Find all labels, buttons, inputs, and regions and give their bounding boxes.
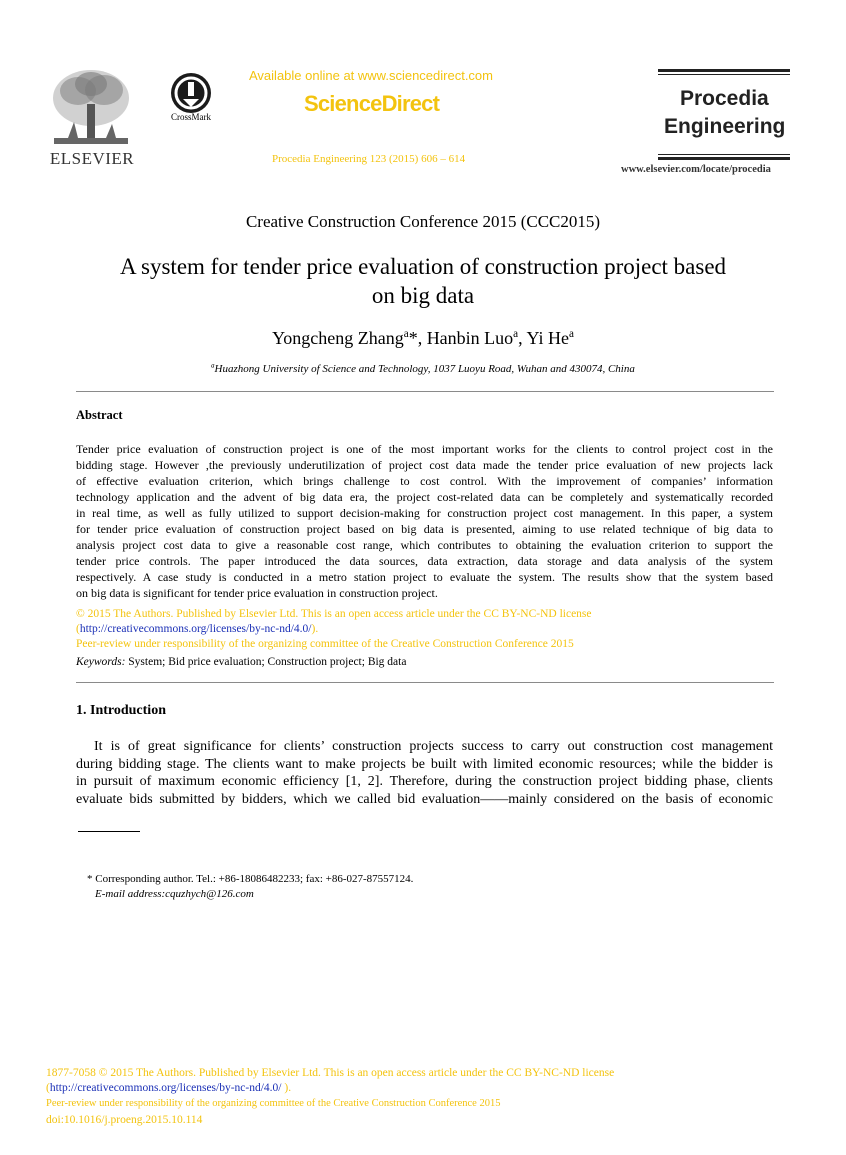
elsevier-tree-logo	[48, 66, 134, 150]
crossmark-icon	[170, 72, 212, 114]
introduction-line: It is of great significance for clients’ construction projects success to carry out construction cost management	[94, 739, 773, 754]
affiliation: $^a$Huazhong University of Science and Technology, 1037 Luoyu Road, Wuhan and 430074, China	[211, 362, 635, 375]
author-3: Yi He$^a$	[526, 328, 574, 348]
abstract-line: Tender price evaluation of construction project is one of the most important works for the clients to control project cost in the	[76, 442, 773, 456]
abstract-line: tender price controls. The paper introduced the data sources, data extraction, data storage and data analysis of the system	[76, 554, 773, 568]
abstract-line: analysis project cost data to give a reasonable cost range, which contributes to obtaining the evaluation criterion to support the	[76, 538, 773, 552]
license-link[interactable]: (http://creativecommons.org/licenses/by-nc-nd/4.0/).	[76, 623, 319, 635]
footer-license-link[interactable]: (http://creativecommons.org/licenses/by-nc-nd/4.0/ ).	[46, 1082, 292, 1094]
footnote-corresponding: * Corresponding author. Tel.: +86-18086482233; fax: +86-027-87557124.	[87, 873, 414, 885]
paper-title	[0, 252, 846, 310]
journal-name-line2: Engineering	[664, 115, 786, 138]
divider-top	[76, 391, 774, 392]
journal-rule-top	[658, 69, 790, 72]
copyright-notice: © 2015 The Authors. Published by Elsevier Ltd. This is an open access article under the CC BY-NC-ND license	[76, 608, 592, 620]
abstract-line: in real time, as well as fully utilized to support decision-making for construction project cost management. In this paper, a system	[76, 506, 773, 520]
footer-issn-copyright: 1877-7058 © 2015 The Authors. Published by Elsevier Ltd. This is an open access article under the CC BY-NC-ND license	[46, 1067, 615, 1079]
abstract-body	[76, 441, 773, 601]
abstract-line: of effective evaluation criterion, which brings challenge to cost control. With the improvement of companies’ information	[76, 474, 773, 488]
footnote-email[interactable]: E-mail address:cquzhych@126.com	[95, 888, 254, 900]
footnote-rule	[78, 831, 140, 832]
crossmark-logo[interactable]	[170, 72, 212, 114]
elsevier-wordmark: ELSEVIER	[49, 149, 135, 168]
journal-rule-bottom-thick	[658, 157, 790, 160]
peer-review-notice: Peer-review under responsibility of the organizing committee of the Creative Construction Conference 2015	[76, 638, 574, 650]
paper-title-line1: A system for tender price evaluation of construction project based	[119, 254, 727, 279]
author-list	[0, 328, 846, 349]
journal-rule-bottom	[658, 154, 790, 155]
abstract-line: on big data is significant for tender price evaluation in construction project.	[76, 586, 438, 600]
introduction-line: evaluate bids submitted by bidders, which we called bid evaluation——mainly considered on the basis of economic	[76, 791, 773, 807]
journal-citation: Procedia Engineering 123 (2015) 606 – 614	[272, 153, 466, 165]
abstract-heading: Abstract	[76, 408, 123, 422]
journal-name-line1: Procedia	[680, 87, 769, 110]
available-online-text[interactable]: Available online at www.sciencedirect.com	[249, 68, 493, 83]
introduction-line: in pursuit of maximum economic efficiency [1, 2]. Therefore, during the construction project bidding phase, clients	[76, 774, 773, 789]
footer-peer-review: Peer-review under responsibility of the organizing committee of the Creative Construction Conference 2015	[46, 1098, 501, 1109]
paper-title-line2: on big data	[371, 283, 475, 308]
introduction-line: during bidding stage. The clients want to make projects be built with limited economic resources; while the bidder is	[76, 756, 773, 772]
sciencedirect-logo: ScienceDirect	[304, 91, 440, 116]
journal-rule-top-thin	[658, 74, 790, 75]
introduction-body	[76, 738, 773, 808]
footer-doi[interactable]: doi:10.1016/j.proeng.2015.10.114	[46, 1114, 203, 1126]
author-2: Hanbin Luo$^a$,	[426, 328, 527, 348]
abstract-line: respectively. A case study is conducted in a metro station project to evaluate the system. The results show that the system based	[76, 570, 773, 584]
crossmark-label: CrossMark	[171, 112, 211, 122]
abstract-line: technology application and the advent of big data era, the project cost-related data can be completely and systematically recorded	[76, 490, 773, 504]
journal-url[interactable]: www.elsevier.com/locate/procedia	[621, 164, 771, 175]
author-1: Yongcheng Zhang$^a$*,	[272, 328, 427, 348]
abstract-line: bidding stage. However ,the previously underutilization of project cost data made the tender price evaluation of new projects lack	[76, 458, 773, 472]
elsevier-tree-icon	[48, 66, 134, 150]
keywords: Keywords: System; Bid price evaluation; Construction project; Big data	[76, 656, 407, 668]
introduction-heading: 1. Introduction	[76, 703, 166, 718]
conference-name: Creative Construction Conference 2015 (CCC2015)	[245, 212, 601, 231]
divider-bottom	[76, 682, 774, 683]
abstract-line: for tender price evaluation of construction project based on big data is presented, aiming to use related technique of big data to	[76, 522, 773, 536]
